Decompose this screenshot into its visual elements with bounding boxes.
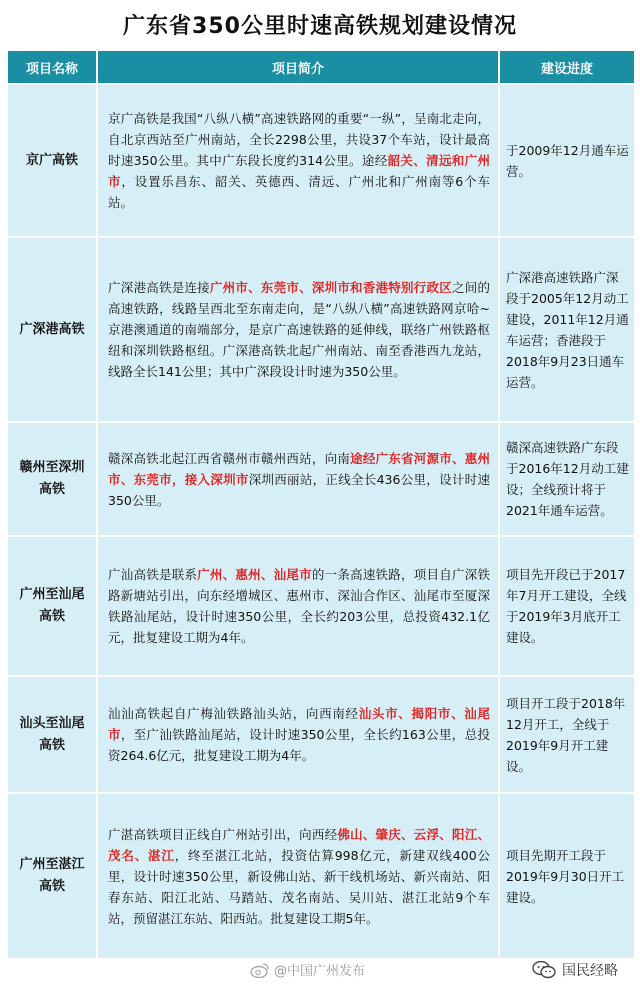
desc-text: 广深港高铁是连接	[108, 280, 210, 295]
project-progress: 项目先开段已于2017年7月开工建设，全线于2019年3月底开工建设。	[499, 536, 635, 676]
desc-text: 京广高铁是我国“八纵八横”高速铁路网的重要“一纵”，呈南北走向，自北京西站至广州南站，全长2298公里，共设37个车站，设计最高时速350公里。其中广东段长度约314公里。途经	[108, 111, 490, 168]
table-row	[7, 84, 635, 237]
header-project-name: 项目名称	[7, 50, 97, 84]
desc-text: 之间的高速铁路，线路呈西北至东南走向，是“八纵八横”高速铁路网京哈~京港澳通道的南端部分，是京广高速铁路的延伸线，联络广州铁路枢纽和深圳铁路枢纽。广深港高铁北起广州南站、南至香港西九龙站，线路全长141公里；其中广深段设计时速为350公里。	[108, 280, 490, 379]
account-brand	[528, 958, 622, 982]
project-desc	[97, 84, 499, 237]
project-desc	[97, 237, 499, 422]
desc-text: 广汕高铁是联系	[108, 567, 198, 582]
account-name: 国民经略	[562, 963, 618, 979]
project-name: 京广高铁	[7, 84, 97, 237]
highlighted-place-names: 广州市、东莞市、深圳市和香港特别行政区	[209, 280, 452, 295]
wechat-icon	[532, 961, 556, 979]
desc-text: 汕汕高铁起自广梅汕铁路汕头站，向西南经	[108, 706, 359, 721]
table-row	[7, 676, 635, 793]
project-desc	[97, 422, 499, 536]
project-progress: 项目先期开工段于2019年9月30日开工建设。	[499, 793, 635, 959]
project-name: 赣州至深圳高铁	[7, 422, 97, 536]
desc-text: 的一条高速铁路，项目自广深铁路新塘站引出，向东经增城区、惠州市、深汕合作区、汕尾市至厦深铁路汕尾站，设计时速350公里，全长约203公里，总投资432.1亿元，批复建设工期为4年。	[108, 567, 490, 645]
weibo-icon	[250, 962, 270, 978]
project-desc	[97, 676, 499, 793]
desc-text: ，至广汕铁路汕尾站，设计时速350公里，全长约163公里，总投资264.6亿元，批复建设工期为4年。	[108, 727, 490, 763]
header-progress: 建设进度	[499, 50, 635, 84]
watermark-bar	[0, 958, 640, 986]
header-project-intro: 项目简介	[97, 50, 499, 84]
project-progress: 项目开工段于2018年12月开工，全线于2019年9月开工建设。	[499, 676, 635, 793]
desc-text: ，终至湛江北站，投资估算998亿元，新建双线400公里，设计时速350公里，新设佛山站、新干线机场站、新兴南站、阳春东站、阳江北站、马踏站、茂名南站、吴川站、湛江北站9个车站，预留湛江东站、阳西站。批复建设工期5年。	[108, 847, 490, 926]
project-name: 汕头至汕尾高铁	[7, 676, 97, 793]
project-desc	[97, 536, 499, 676]
weibo-text: @中国广州发布	[274, 964, 366, 979]
highlighted-place-names: 广州、惠州、汕尾市	[197, 567, 312, 582]
project-progress: 于2009年12月通车运营。	[499, 84, 635, 237]
table-row	[7, 422, 635, 536]
railway-table	[6, 49, 636, 960]
desc-text: 深圳西丽站，正线全长436公里，设计时速350公里。	[108, 471, 490, 508]
desc-text: 广湛高铁项目正线自广州站引出，向西经	[108, 826, 338, 842]
project-name: 广州至湛江高铁	[7, 793, 97, 959]
page-title: 广东省350公里时速高铁规划建设情况	[123, 13, 517, 39]
table-row	[7, 237, 635, 422]
desc-text: 赣深高铁北起江西省赣州市赣州西站，向南	[108, 450, 351, 466]
table-row	[7, 793, 635, 959]
desc-text: ，设置乐昌东、韶关、英德西、清远、广州北和广州南等6个车站。	[108, 174, 490, 210]
project-progress: 广深港高速铁路广深段于2005年12月动工建设，2011年12月通车运营；香港段于2018年9月23日通车运营。	[499, 237, 635, 422]
project-desc	[97, 793, 499, 959]
highlighted-place-names: 韶关、清远和广州市	[108, 153, 490, 189]
project-progress: 赣深高速铁路广东段于2016年12月动工建设；全线预计将于2021年通车运营。	[499, 422, 635, 536]
table-header-row	[7, 50, 635, 84]
highlighted-place-names: 佛山、肇庆、云浮、阳江、茂名、湛江	[108, 826, 490, 863]
table-row	[7, 536, 635, 676]
highlighted-place-names: 途经广东省河源市、惠州市、东莞市，接入深圳市	[108, 450, 490, 487]
highlighted-place-names: 汕头市、揭阳市、汕尾市	[108, 706, 490, 742]
weibo-watermark	[250, 960, 365, 979]
project-name: 广深港高铁	[7, 237, 97, 422]
project-name: 广州至汕尾高铁	[7, 536, 97, 676]
